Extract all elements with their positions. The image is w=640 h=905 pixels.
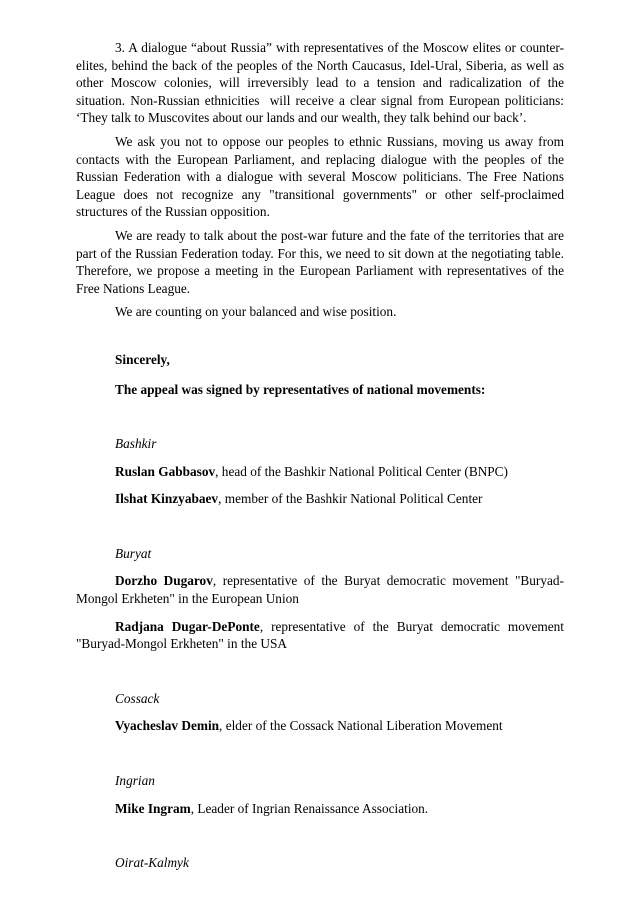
body-paragraph-dialogue-about-russia: 3. A dialogue “about Russia” with representatives of the Moscow elites or counter-elites, behind the back of the peoples of the North Caucasus, Idel-Ural, Siberia, as well as other Moscow colonies, will irreversibly lead to a tension and radicalization of the situation. Non-Russian ethnicities will receive a clear signal from European politicians: ‘They talk to Muscovites about our lands and our wealth, they talk behind our back’. bbox=[76, 40, 564, 126]
ethnicity-heading-oirat-kalmyk: Oirat-Kalmyk bbox=[115, 855, 189, 871]
signature-group-bashkir bbox=[76, 435, 564, 508]
signature-entry bbox=[76, 717, 564, 735]
signatory-role: , representative of the Buryat democratic movement "Buryad-Mongol Erkheten" in the USA bbox=[76, 618, 564, 652]
body-paragraph-counting-on-position: We are counting on your balanced and wise position. bbox=[115, 304, 397, 320]
signatory-name: Ruslan Gabbasov bbox=[115, 463, 216, 479]
signatory-name: Mike Ingram bbox=[115, 800, 191, 816]
signature-entry bbox=[76, 490, 564, 508]
signatory-role: , member of the Bashkir National Political Center bbox=[218, 491, 483, 507]
closing-sincerely: Sincerely, bbox=[115, 351, 170, 367]
signature-entry bbox=[76, 572, 564, 607]
body-paragraph-we-are-ready: We are ready to talk about the post-war future and the fate of the territories that are part of the Russian Federation today. For this, we need to sit down at the negotiating table. Therefore, we propose a meeting in the European Parliament with representatives of the Free Nations League. bbox=[76, 227, 564, 296]
signature-entry bbox=[76, 463, 564, 481]
signature-group-ingrian bbox=[76, 772, 564, 817]
signatory-role: , head of the Bashkir National Political Center (BNPC) bbox=[215, 463, 508, 479]
signatory-name: Dorzho Dugarov bbox=[115, 573, 213, 589]
signature-group-buryat bbox=[76, 545, 564, 653]
signature-entry bbox=[76, 618, 564, 653]
signature-group-oirat-kalmyk bbox=[76, 854, 564, 872]
signatory-role: , representative of the Buryat democratic movement "Buryad-Mongol Erkheten" in the European Union bbox=[76, 573, 564, 607]
ethnicity-heading-bashkir: Bashkir bbox=[115, 436, 157, 452]
closing-signed-by: The appeal was signed by representatives of national movements: bbox=[115, 381, 486, 397]
signatory-name: Radjana Dugar-DePonte bbox=[115, 618, 260, 634]
ethnicity-heading-ingrian: Ingrian bbox=[115, 773, 155, 789]
ethnicity-heading-buryat: Buryat bbox=[115, 545, 152, 561]
ethnicity-heading-cossack: Cossack bbox=[115, 690, 160, 706]
signature-entry bbox=[76, 800, 564, 818]
signatory-role: , Leader of Ingrian Renaissance Association. bbox=[190, 800, 429, 816]
body-paragraph-we-ask-you: We ask you not to oppose our peoples to ethnic Russians, moving us away from contacts with the European Parliament, and replacing dialogue with the peoples of the Russian Federation with a dialogue with several Moscow politicians. The Free Nations League does not recognize any "transitional governments" or other self-proclaimed structures of the Russian opposition. bbox=[76, 133, 564, 220]
signatory-name: Vyacheslav Demin bbox=[115, 718, 220, 734]
signatory-name: Ilshat Kinzyabaev bbox=[115, 491, 219, 507]
signature-group-cossack bbox=[76, 690, 564, 735]
signatory-role: , elder of the Cossack National Liberation Movement bbox=[219, 718, 503, 734]
